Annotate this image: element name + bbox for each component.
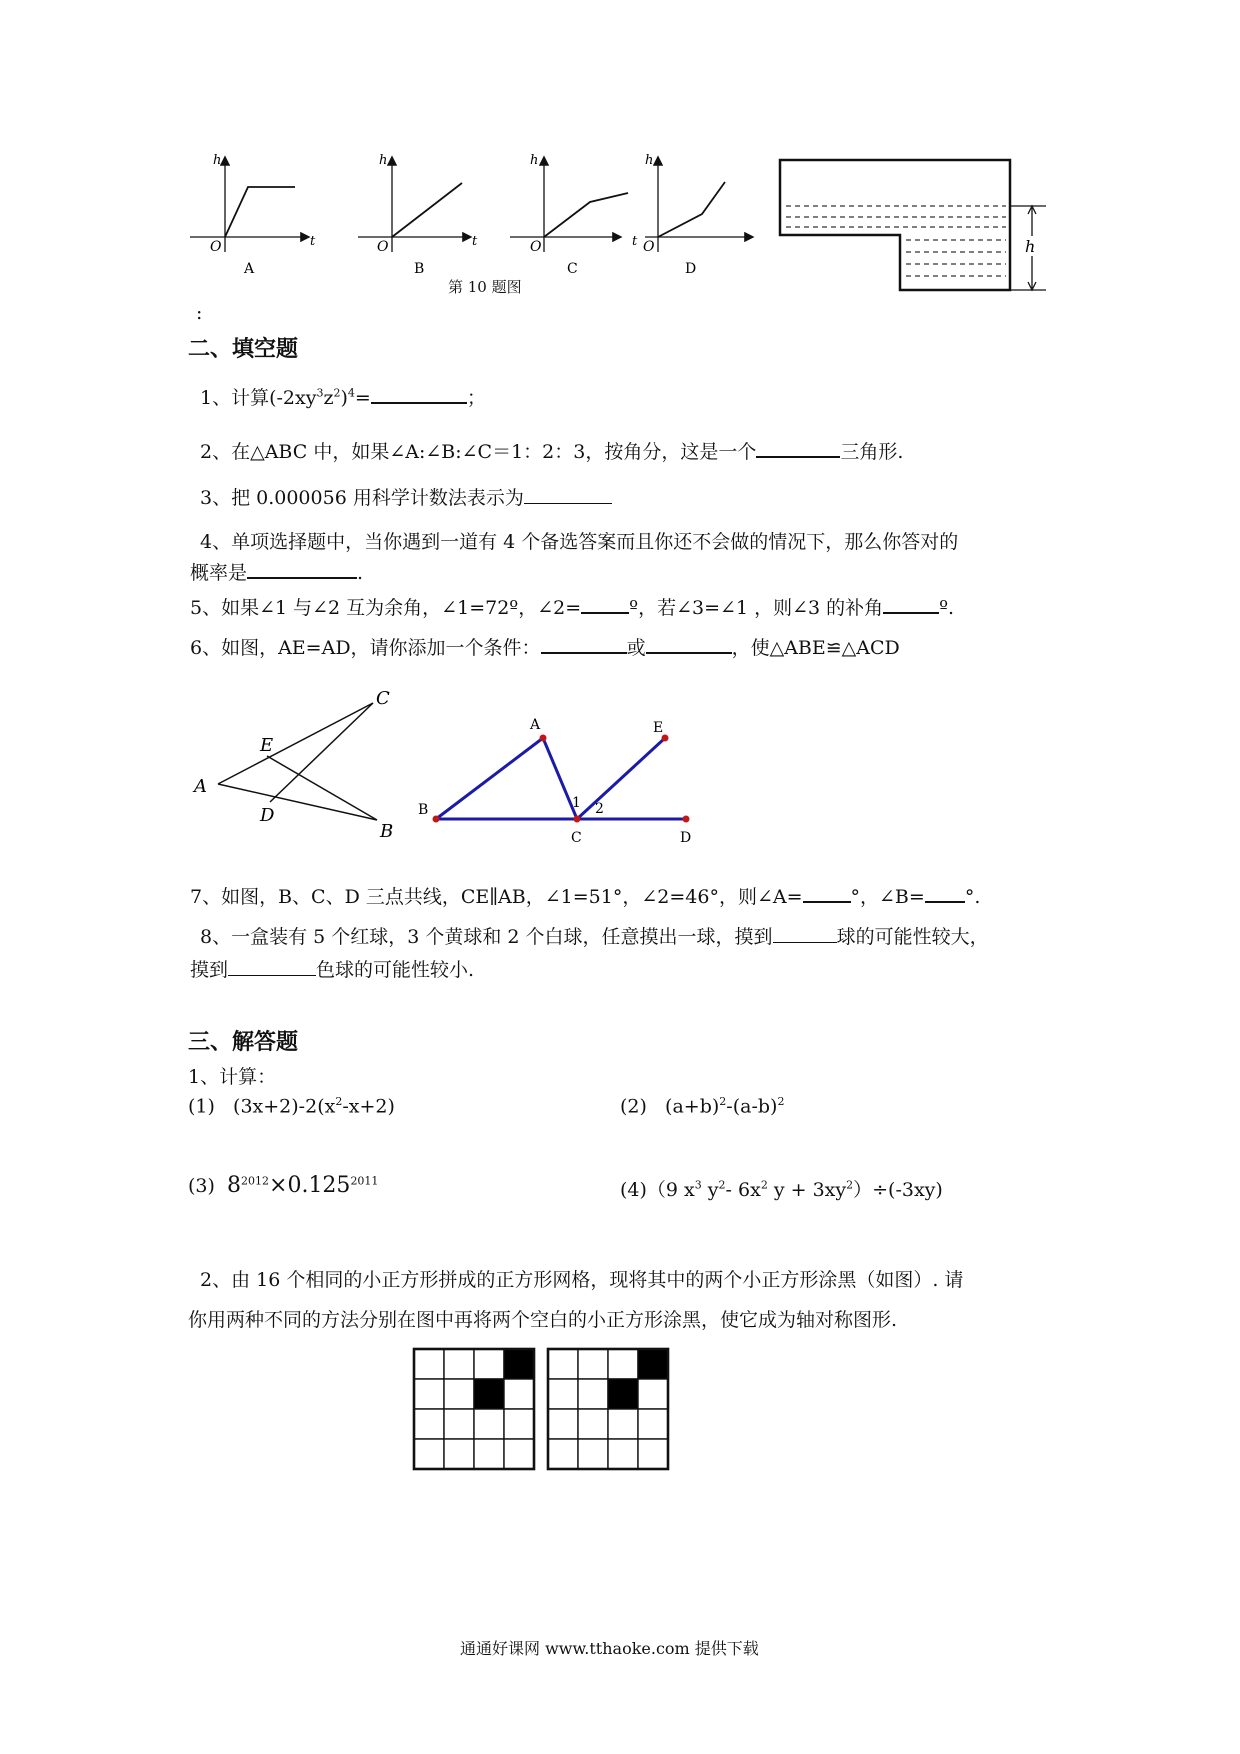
graph-c-label: C (567, 261, 578, 277)
grid-cell-filled[interactable] (638, 1349, 668, 1379)
section2-heading: 二、填空题 (188, 336, 299, 362)
s3-question-2-line2: 你用两种不同的方法分别在图中再将两个空白的小正方形涂黑，使它成为轴对称图形. (188, 1309, 898, 1331)
q7-answer-blank-2[interactable] (925, 883, 965, 903)
graph-b-origin: O (377, 239, 389, 255)
q5-answer-blank-1[interactable] (581, 594, 629, 614)
graph-d-origin: O (643, 239, 655, 255)
grid-cell[interactable] (474, 1409, 504, 1439)
fig7-label-angle1: 1 (572, 795, 581, 811)
s3-problem-2: (2) $(a+b)^2-(a-b)^2$ (620, 1095, 785, 1118)
q2-answer-blank[interactable] (756, 438, 840, 458)
fig7-label-e: E (653, 720, 664, 736)
grid-cell[interactable] (548, 1379, 578, 1409)
fig7-label-angle2: 2 (595, 801, 604, 817)
fig7-label-a: A (530, 717, 541, 733)
fig7-label-d: D (680, 830, 692, 846)
grid-cell-filled[interactable] (474, 1379, 504, 1409)
fig10-graphs (180, 150, 760, 290)
q1-answer-blank[interactable] (371, 384, 467, 404)
fig10-caption: 第 10 题图 (448, 278, 522, 296)
square-grid-1[interactable] (412, 1347, 536, 1471)
grid-cell[interactable] (444, 1379, 474, 1409)
grid-cell[interactable] (504, 1439, 534, 1469)
grid-cell[interactable] (638, 1439, 668, 1469)
grid-cell[interactable] (504, 1409, 534, 1439)
grid-cell[interactable] (638, 1409, 668, 1439)
fig7-label-c: C (571, 830, 582, 846)
q6-answer-blank-1[interactable] (541, 634, 627, 654)
graph-d-h-label: h (645, 153, 654, 168)
s2-question-6: 6、如图，AE=AD，请你添加一个条件： 或 ，使△ABE≌△ACD (190, 633, 900, 660)
section3-heading: 三、解答题 (188, 1029, 299, 1055)
fig7-parallel-lines (415, 700, 715, 850)
s3-question-1: 1、计算： (188, 1066, 277, 1088)
s2-question-4-line1: 4、单项选择题中，当你遇到一道有 4 个备选答案而且你还不会做的情况下，那么你答对的 (200, 531, 959, 553)
graph-a-origin: O (210, 239, 222, 255)
grid-cell-filled[interactable] (504, 1349, 534, 1379)
footer: 通通好课网 www.tthaoke.com 提供下载 (460, 1639, 759, 1658)
grid-cell[interactable] (548, 1439, 578, 1469)
graph-b-t-label: t (472, 234, 478, 249)
container-figure (770, 150, 1070, 295)
s2-question-2: 2、在△ABC 中，如果∠A:∠B:∠C＝1：2：3，按角分，这是一个 三角形. (200, 437, 903, 464)
s3-problem-3: (3) $8^{2012}\times 0.125^{2011}$ (188, 1173, 379, 1198)
graph-a-h-label: h (213, 153, 222, 168)
grid-cell[interactable] (578, 1379, 608, 1409)
q4-answer-blank[interactable] (247, 559, 357, 579)
grid-cell[interactable] (504, 1379, 534, 1409)
q8-answer-blank-1[interactable] (773, 924, 837, 943)
grid-cell[interactable] (414, 1409, 444, 1439)
graph-a (190, 153, 316, 277)
graph-b-label: B (414, 261, 425, 277)
s3-question-2-line1: 2、由 16 个相同的小正方形拼成的正方形网格，现将其中的两个小正方形涂黑（如图）. 请 (200, 1269, 964, 1291)
grid-cell[interactable] (444, 1349, 474, 1379)
grid-cell[interactable] (548, 1409, 578, 1439)
graph-c-h-label: h (530, 153, 539, 168)
graph-d (643, 153, 752, 277)
grid-cell[interactable] (608, 1439, 638, 1469)
s3-problem-4: (4)（9 $x^3$ $y^2-$ $6x^2$ $y + 3xy^2)\div(-3xy)$ (620, 1178, 943, 1201)
s2-question-4-line2: 概率是 . (190, 558, 363, 585)
fig6-label-c: C (376, 688, 390, 709)
graph-b-h-label: h (379, 153, 388, 168)
grid-cell[interactable] (608, 1409, 638, 1439)
fig6-label-e: E (260, 735, 274, 756)
s2-question-8-line1: 8、一盒装有 5 个红球，3 个黄球和 2 个白球，任意摸出一球，摸到 球的可能性较大， (200, 926, 989, 948)
graph-c (510, 153, 638, 277)
fig6-triangles (190, 686, 410, 846)
grid-cell[interactable] (474, 1349, 504, 1379)
grid-cell[interactable] (414, 1379, 444, 1409)
graph-a-t-label: t (310, 234, 316, 249)
square-grid-2[interactable] (546, 1347, 670, 1471)
fig7-label-b: B (418, 802, 429, 818)
graph-b (358, 153, 478, 277)
container-h-label: h (1025, 237, 1036, 256)
grid-cell[interactable] (578, 1439, 608, 1469)
graph-c-t-label: t (632, 234, 638, 249)
s2-question-7: 7、如图，B、C、D 三点共线，CE∥AB，∠1=51°，∠2=46°，则∠A= °，∠B= °. (190, 882, 980, 909)
graph-c-origin: O (530, 239, 542, 255)
s2-question-8-line2: 摸到 色球的可能性较小. (190, 959, 475, 981)
s3-problem-1: (1) $(3x+2)-2(x^2-x+2)$ (188, 1095, 395, 1118)
grid-cell[interactable] (414, 1349, 444, 1379)
grid-cell[interactable] (608, 1349, 638, 1379)
grid-cell[interactable] (444, 1439, 474, 1469)
grid-cell[interactable] (548, 1349, 578, 1379)
q7-answer-blank-1[interactable] (803, 883, 851, 903)
q3-answer-blank[interactable] (524, 485, 612, 504)
grid-cell[interactable] (578, 1409, 608, 1439)
stray-colon: : (196, 302, 203, 324)
q8-answer-blank-2[interactable] (228, 957, 316, 976)
s2-question-1: 1、计算$(-2xy^3z^2)^4=$ ； (200, 383, 486, 410)
s2-question-3: 3、把 0.000056 用科学计数法表示为 (200, 483, 612, 510)
fig6-label-a: A (194, 776, 207, 797)
q6-answer-blank-2[interactable] (646, 634, 732, 654)
s2-question-5: 5、如果∠1 与∠2 互为余角，∠1=72º，∠2= º，若∠3=∠1 ，则∠3 的补角 º. (190, 593, 954, 620)
graph-d-label: D (685, 261, 697, 277)
fig6-label-b: B (380, 821, 394, 842)
graph-a-label: A (244, 261, 255, 277)
q5-answer-blank-2[interactable] (883, 594, 939, 614)
grid-cell[interactable] (638, 1379, 668, 1409)
grid-cell[interactable] (578, 1349, 608, 1379)
grid-cell[interactable] (444, 1409, 474, 1439)
grid-cell[interactable] (474, 1439, 504, 1469)
grid-cell[interactable] (414, 1439, 444, 1469)
fig6-label-d: D (260, 805, 275, 826)
grid-cell-filled[interactable] (608, 1379, 638, 1409)
